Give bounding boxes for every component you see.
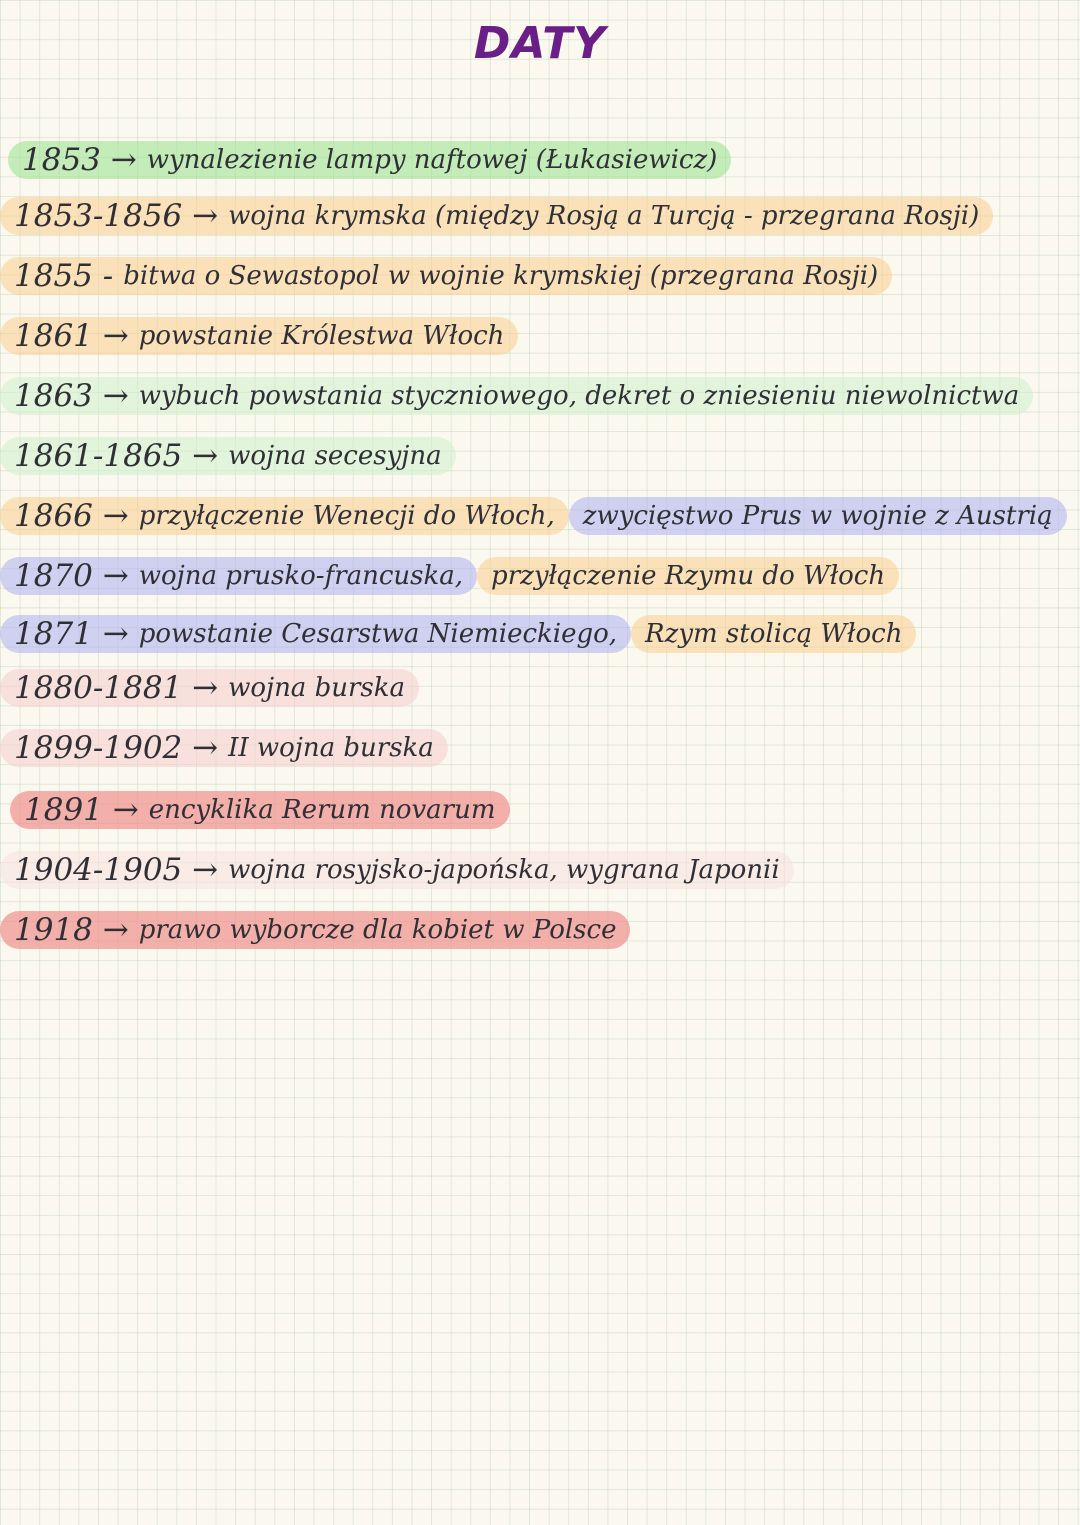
list-item	[0, 664, 419, 712]
entry-highlight	[0, 729, 448, 767]
entry-text-secondary: zwycięstwo Prus w wojnie z Austrią	[582, 501, 1053, 531]
entry-text: encyklika Rerum novarum	[148, 795, 496, 825]
list-item	[0, 906, 630, 954]
entry-year: 1918 →	[14, 912, 129, 948]
entry-year: 1870 →	[14, 558, 129, 594]
entry-year: 1863 →	[14, 378, 129, 414]
entry-year: 1866 →	[14, 498, 129, 534]
entry-text: powstanie Cesarstwa Niemieckiego,	[138, 619, 618, 649]
entry-text: II wojna burska	[228, 733, 434, 763]
entry-year: 1861-1865 →	[14, 438, 219, 474]
entry-text: przyłączenie Wenecji do Włoch,	[138, 501, 555, 531]
entry-highlight	[0, 437, 456, 475]
entry-text: wojna burska	[228, 673, 405, 703]
entry-text: wynalezienie lampy naftowej (Łukasiewicz)	[146, 145, 718, 175]
entry-year: 1871 →	[14, 616, 129, 652]
list-item	[0, 552, 899, 600]
list-item	[0, 192, 993, 240]
entry-highlight	[0, 615, 631, 653]
entry-year: 1904-1905 →	[14, 852, 219, 888]
entry-highlight-secondary	[631, 615, 916, 653]
entry-year: 1853-1856 →	[14, 198, 219, 234]
list-item	[0, 432, 456, 480]
entry-highlight	[0, 197, 993, 235]
entry-highlight-secondary	[569, 497, 1067, 535]
entry-highlight	[0, 911, 630, 949]
entry-text: prawo wyborcze dla kobiet w Polsce	[138, 915, 617, 945]
page-title: DATY	[473, 18, 607, 69]
entry-year: 1861 →	[14, 318, 129, 354]
list-item	[0, 492, 1067, 540]
entry-highlight	[0, 669, 419, 707]
list-item	[0, 252, 892, 300]
entry-year: 1880-1881 →	[14, 670, 219, 706]
entry-year: 1855 -	[14, 258, 114, 294]
entry-highlight	[0, 317, 518, 355]
entry-highlight	[0, 851, 794, 889]
list-item	[8, 136, 731, 184]
entry-text: wojna krymska (między Rosją a Turcją - przegrana Rosji)	[228, 201, 980, 231]
entry-year: 1853 →	[22, 142, 137, 178]
list-item	[0, 724, 448, 772]
entry-text: bitwa o Sewastopol w wojnie krymskiej (przegrana Rosji)	[123, 261, 879, 291]
entry-text: wojna prusko-francuska,	[138, 561, 464, 591]
list-item	[0, 610, 916, 658]
entry-highlight	[10, 791, 510, 829]
list-item	[0, 312, 518, 360]
entry-highlight	[0, 377, 1033, 415]
entry-text: wojna rosyjsko-japońska, wygrana Japonii	[228, 855, 780, 885]
entry-text: wybuch powstania styczniowego, dekret o zniesieniu niewolnictwa	[138, 381, 1020, 411]
entry-year: 1891 →	[24, 792, 139, 828]
list-item	[0, 372, 1033, 420]
list-item	[0, 846, 794, 894]
entry-highlight	[0, 257, 892, 295]
entry-highlight-secondary	[477, 557, 899, 595]
entry-text-secondary: przyłączenie Rzymu do Włoch	[491, 561, 886, 591]
entry-text: wojna secesyjna	[228, 441, 442, 471]
entry-highlight	[0, 557, 477, 595]
list-item	[10, 786, 510, 834]
entry-text-secondary: Rzym stolicą Włoch	[645, 619, 903, 649]
entry-year: 1899-1902 →	[14, 730, 219, 766]
entry-highlight	[0, 497, 569, 535]
entry-highlight	[8, 141, 731, 179]
entry-text: powstanie Królestwa Włoch	[138, 321, 505, 351]
